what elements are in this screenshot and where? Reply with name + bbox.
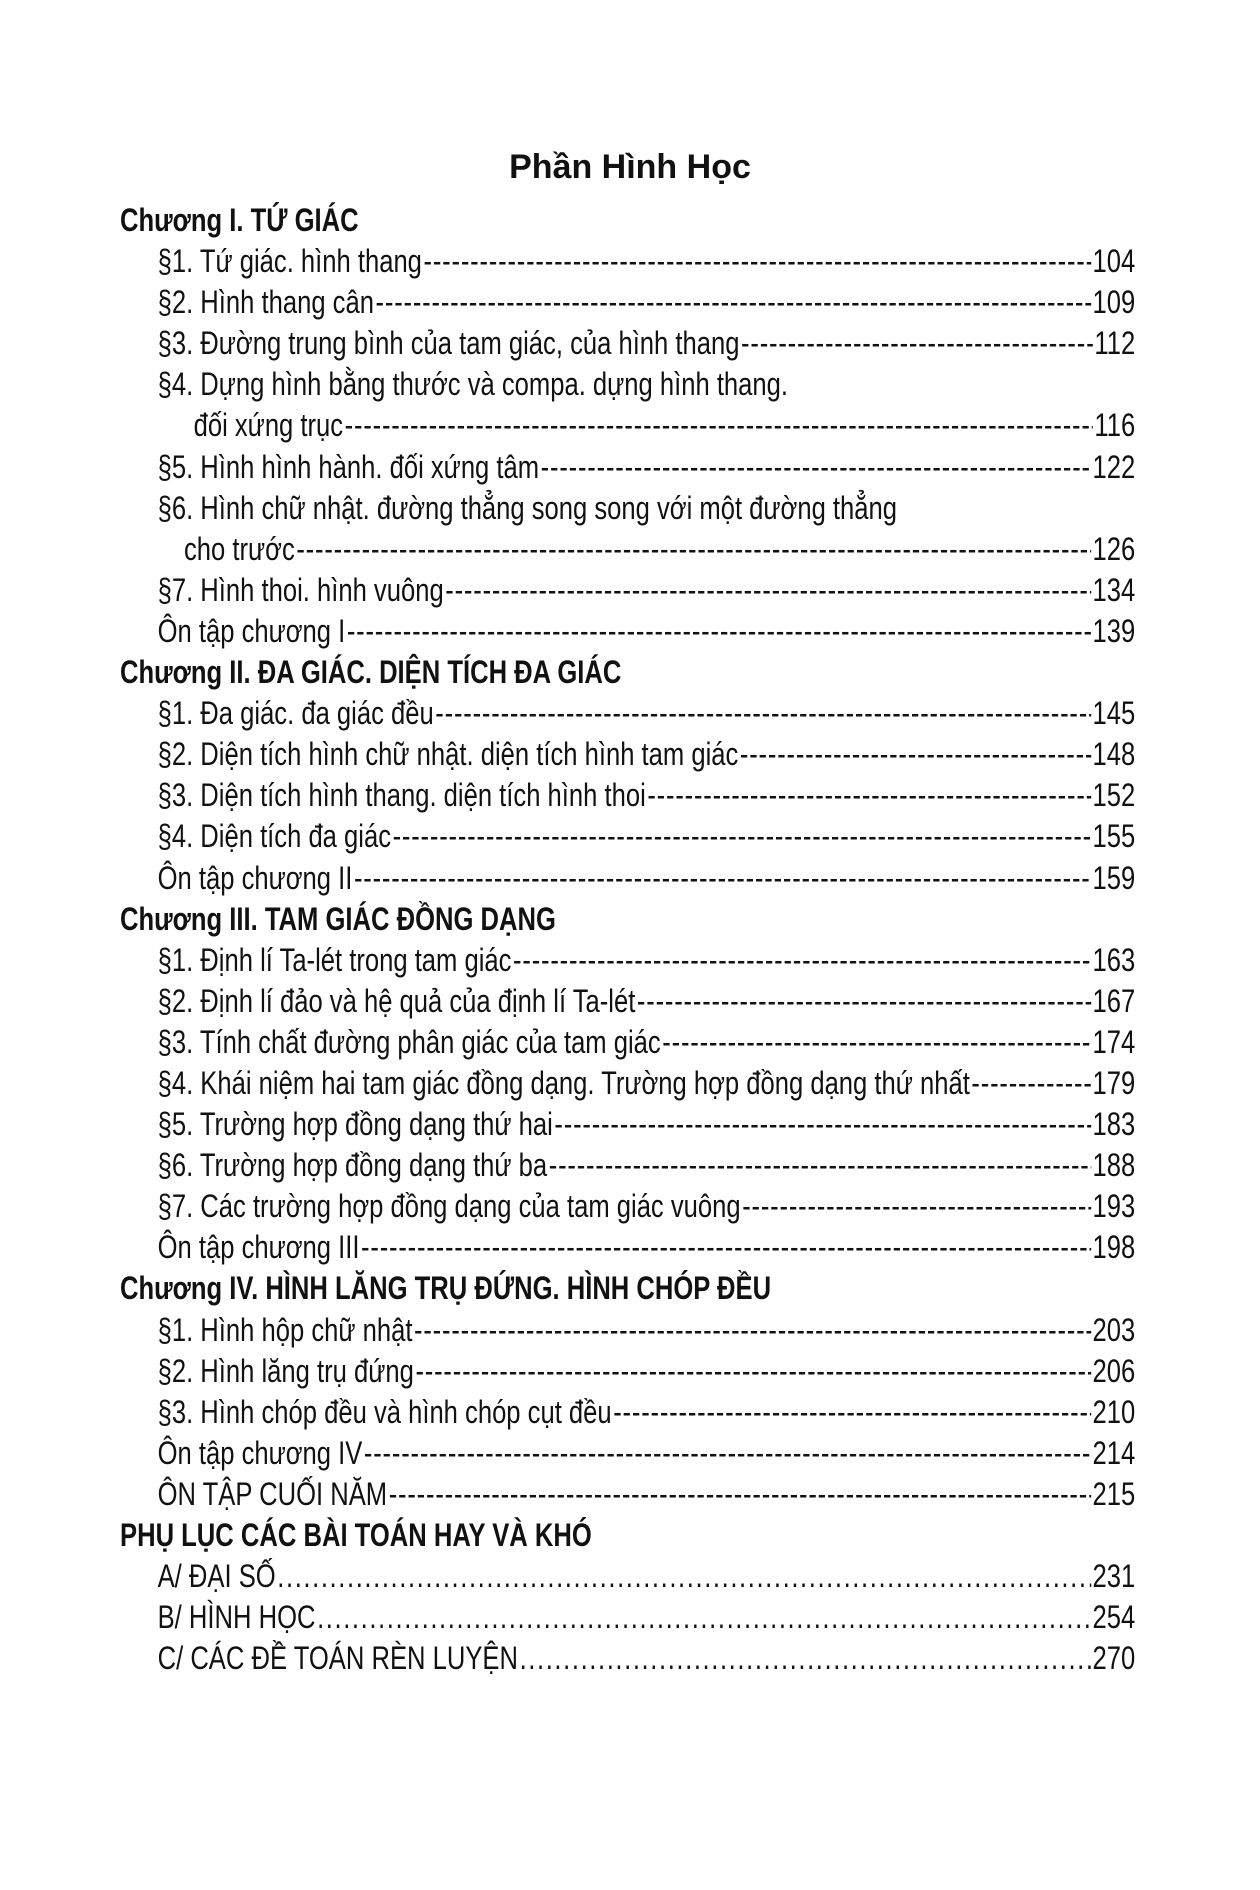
page-number: 210 (1092, 1393, 1136, 1430)
chapter-heading: Chương IV. HÌNH LĂNG TRỤ ĐỨNG. HÌNH CHÓP ĐỀU (120, 1270, 772, 1307)
page-number: 193 (1092, 1188, 1136, 1225)
page-number: 145 (1092, 695, 1136, 732)
toc-entry (120, 447, 1135, 488)
toc-entry-text: Ôn tập chương II (157, 859, 353, 896)
toc-entry (120, 405, 1135, 446)
toc-entry-text: §7. Các trường hợp đồng dạng của tam giác vuông (157, 1188, 741, 1225)
toc-entry (120, 1433, 1135, 1474)
toc-entry-text: Ôn tập chương I (157, 612, 346, 649)
toc-entry-text: Ôn tập chương III (157, 1229, 360, 1266)
leader-line (354, 858, 1091, 899)
page-number: 155 (1092, 818, 1136, 855)
leader-line (414, 1310, 1091, 1351)
page-number: 214 (1092, 1434, 1136, 1471)
page-number: 174 (1092, 1023, 1136, 1060)
leader-line (277, 1556, 1091, 1597)
chapter-heading: Chương II. ĐA GIÁC. DIỆN TÍCH ĐA GIÁC (120, 654, 622, 691)
page-number: 134 (1092, 571, 1136, 608)
toc-entry-text: B/ HÌNH HỌC (157, 1599, 316, 1636)
toc-entry (120, 241, 1135, 282)
leader-line (541, 447, 1091, 488)
page-number: 198 (1092, 1229, 1136, 1266)
toc-entry (120, 529, 1135, 570)
chapter-heading: Chương III. TAM GIÁC ĐỒNG DẠNG (120, 900, 556, 937)
toc-entry-continuation: đối xứng trục (193, 407, 344, 444)
leader-line (613, 1392, 1091, 1433)
toc-entry-text: §2. Định lí đảo và hệ quả của định lí Ta-lét (157, 982, 636, 1019)
toc-entry (120, 1597, 1135, 1638)
leader-line (554, 1104, 1090, 1145)
page-number: 112 (1094, 325, 1136, 362)
toc-entry (120, 611, 1135, 652)
toc-entry-text: §5. Hình hình hành. đối xứng tâm (157, 448, 540, 485)
page-number: 109 (1092, 284, 1136, 321)
toc-entry-text: §1. Tứ giác. hình thang (157, 243, 422, 280)
leader-line (549, 1145, 1091, 1186)
leader-line (662, 1022, 1091, 1063)
toc-entry (120, 1186, 1135, 1227)
page-number: 104 (1092, 243, 1136, 280)
leader-line (376, 282, 1091, 323)
toc-entry-text: §1. Định lí Ta-lét trong tam giác (157, 941, 512, 978)
toc-entry (120, 1227, 1135, 1268)
page-number: 206 (1092, 1352, 1136, 1389)
toc-entry-text: §5. Trường hợp đồng dạng thứ hai (157, 1106, 553, 1143)
toc-entry-text: §4. Khái niệm hai tam giác đồng dạng. Trường hợp đồng dạng thứ nhất (157, 1064, 970, 1101)
page-number: 116 (1094, 407, 1136, 444)
toc-entry-text: §3. Đường trung bình của tam giác, của hình thang (157, 325, 740, 362)
leader-line (389, 1474, 1091, 1515)
page-number: 152 (1092, 777, 1136, 814)
toc-entry-text: §3. Tính chất đường phân giác của tam giác (157, 1023, 661, 1060)
toc-entry (120, 282, 1135, 323)
page-number: 167 (1092, 982, 1136, 1019)
leader-line (415, 1351, 1090, 1392)
page-number: 126 (1092, 530, 1136, 567)
leader-line (513, 940, 1091, 981)
toc-entry (120, 1556, 1135, 1597)
toc-entry (120, 1638, 1135, 1679)
page-number: 183 (1092, 1106, 1136, 1143)
toc-entry-text: §1. Hình hộp chữ nhật (157, 1311, 413, 1348)
page-number: 215 (1092, 1475, 1136, 1512)
leader-line (347, 611, 1091, 652)
leader-line (361, 1227, 1091, 1268)
toc-entry (120, 775, 1135, 816)
page-number: 148 (1092, 736, 1136, 773)
chapter-heading: PHỤ LỤC CÁC BÀI TOÁN HAY VÀ KHÓ (120, 1517, 592, 1553)
page-title: Phần Hình Học (509, 148, 751, 186)
page-number: 254 (1092, 1599, 1136, 1636)
toc-entry (120, 1351, 1135, 1392)
toc-entry-line (120, 364, 1135, 405)
toc-entry-text: §2. Diện tích hình chữ nhật. diện tích hình tam giác (157, 736, 739, 773)
leader-line (364, 1433, 1091, 1474)
page-number: 163 (1092, 941, 1136, 978)
page-number: 270 (1092, 1640, 1136, 1677)
toc-entry (120, 734, 1135, 775)
page-number: 122 (1092, 448, 1136, 485)
page-number: 203 (1092, 1311, 1136, 1348)
chapter-heading: Chương I. TỨ GIÁC (120, 202, 359, 238)
toc-entry (120, 323, 1135, 364)
toc-entry-text: §1. Đa giác. đa giác đều (157, 695, 434, 732)
toc-entry-text: §6. Trường hợp đồng dạng thứ ba (157, 1147, 548, 1184)
table-of-contents (120, 200, 1135, 1679)
toc-entry (120, 858, 1135, 899)
toc-entry-text: §2. Hình thang cân (157, 284, 374, 321)
leader-line (424, 241, 1091, 282)
leader-line (317, 1597, 1091, 1638)
leader-line (393, 816, 1091, 857)
toc-entry-text: §3. Hình chóp đều và hình chóp cụt đều (157, 1393, 612, 1430)
leader-line (647, 775, 1091, 816)
leader-line (445, 570, 1091, 611)
toc-entry-text: §7. Hình thoi. hình vuông (157, 571, 444, 608)
page-number: 188 (1092, 1147, 1136, 1184)
leader-line (296, 529, 1091, 570)
toc-entry-text: §4. Dựng hình bằng thước và compa. dựng hình thang. (157, 366, 788, 403)
toc-entry-text: A/ ĐẠI SỐ (157, 1558, 276, 1595)
toc-entry-text: ÔN TẬP CUỐI NĂM (157, 1475, 388, 1512)
toc-entry-text: §6. Hình chữ nhật. đường thẳng song song với một đường thẳng (157, 489, 897, 526)
toc-entry (120, 981, 1135, 1022)
toc-entry (120, 1310, 1135, 1351)
leader-line (637, 981, 1091, 1022)
toc-entry (120, 1104, 1135, 1145)
toc-entry-text: §2. Hình lăng trụ đứng (157, 1352, 414, 1389)
toc-entry-continuation: cho trước (184, 530, 295, 567)
toc-entry-text: Ôn tập chương IV (157, 1434, 363, 1471)
toc-entry (120, 940, 1135, 981)
toc-entry-text: §3. Diện tích hình thang. diện tích hình thoi (157, 777, 646, 814)
toc-entry-text: C/ CÁC ĐỀ TOÁN RÈN LUYỆN (157, 1640, 518, 1677)
toc-entry-text: §4. Diện tích đa giác (157, 818, 391, 855)
leader-line (742, 1186, 1091, 1227)
page-number: 159 (1092, 859, 1136, 896)
toc-entry (120, 1022, 1135, 1063)
toc-entry-line (120, 488, 1135, 529)
toc-entry (120, 570, 1135, 611)
toc-entry (120, 1145, 1135, 1186)
leader-line (971, 1063, 1090, 1104)
toc-entry (120, 693, 1135, 734)
page-number: 179 (1092, 1064, 1136, 1101)
leader-line (345, 405, 1093, 446)
leader-line (741, 323, 1093, 364)
leader-line (740, 734, 1091, 775)
toc-entry (120, 1474, 1135, 1515)
toc-entry (120, 1392, 1135, 1433)
toc-entry (120, 1063, 1135, 1104)
page-number: 139 (1092, 612, 1136, 649)
leader-line (435, 693, 1091, 734)
page-number: 231 (1092, 1558, 1136, 1595)
toc-entry (120, 816, 1135, 857)
leader-line (520, 1638, 1091, 1679)
